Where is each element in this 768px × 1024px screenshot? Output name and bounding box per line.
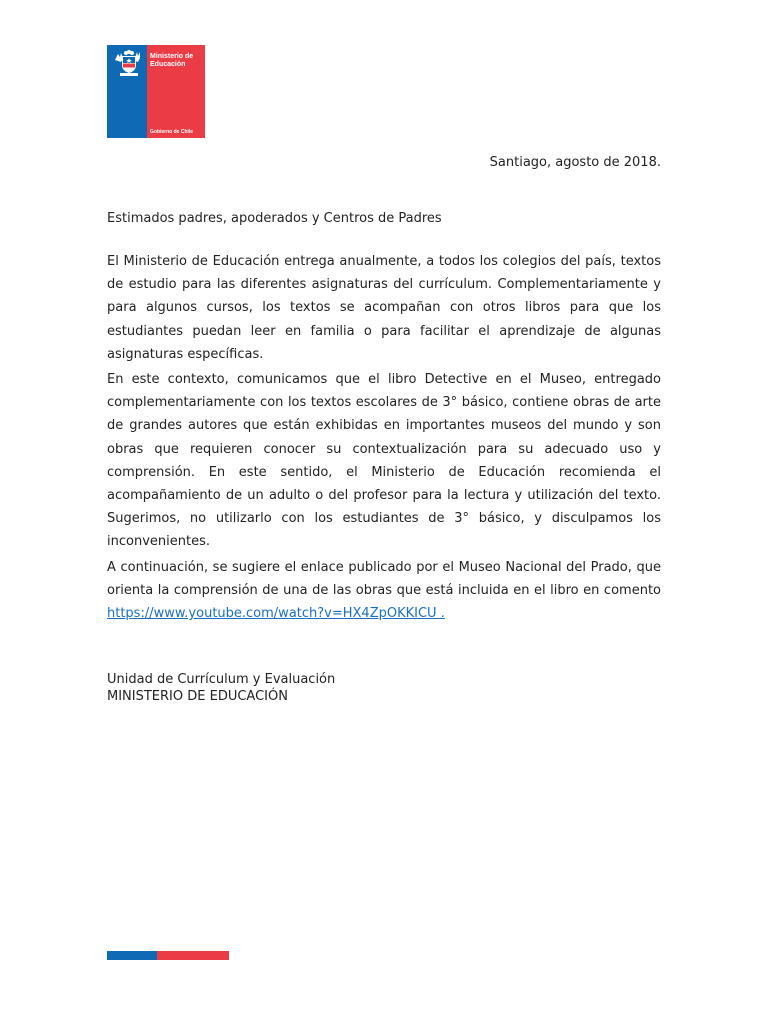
footer-color-bar [107, 951, 229, 960]
youtube-link[interactable]: https://www.youtube.com/watch?v=HX4ZpOKKICU . [107, 606, 445, 622]
paragraph-1: El Ministerio de Educación entrega anualmente, a todos los colegios del país, textos de estudio para las diferentes asignaturas del currículum. Complementariamente y para algunos cursos, los textos se acompañan con otros libros para que los estudiantes puedan leer en familia o para facilitar el aprendizaje de algunas asignaturas específicas. [107, 254, 661, 362]
paragraph-3 [107, 556, 661, 626]
logo-government-name: Gobierno de Chile [150, 129, 194, 135]
ministry-logo [107, 45, 205, 138]
logo-red-panel [147, 45, 205, 138]
logo-ministry-line-1: Ministerio de [150, 53, 194, 60]
paragraph-3-text: A continuación, se sugiere el enlace publicado por el Museo Nacional del Prado, que orienta la comprensión de una de las obras que está incluida en el libro en comento [107, 560, 661, 599]
letter-greeting: Estimados padres, apoderados y Centros de Padres [107, 211, 442, 226]
signature-block [107, 671, 335, 705]
signature-ministry: MINISTERIO DE EDUCACIÓN [107, 689, 288, 704]
paragraph-2: En este contexto, comunicamos que el libro Detective en el Museo, entregado complementariamente con los textos escolares de 3° básico, contiene obras de arte de grandes autores que están exhibidas en importantes museos del mundo y son obras que requieren conocer su contextualización para su adecuado uso y comprensión. En este sentido, el Ministerio de Educación recomienda el acompañamiento de un adulto o del profesor para la lectura y utilización del texto. Sugerimos, no utilizarlo con los estudiantes de 3° básico, y disculpamos los inconvenientes. [107, 372, 661, 550]
logo-ministry-line-2: Educación [150, 61, 186, 68]
logo-ministry-name [150, 53, 204, 69]
footer-bar-blue [107, 951, 157, 960]
chile-coat-of-arms-icon [111, 48, 145, 78]
signature-unit: Unidad de Currículum y Evaluación [107, 672, 336, 687]
footer-bar-red [157, 951, 229, 960]
logo-blue-panel [107, 45, 147, 138]
letter-date: Santiago, agosto de 2018. [489, 155, 661, 170]
